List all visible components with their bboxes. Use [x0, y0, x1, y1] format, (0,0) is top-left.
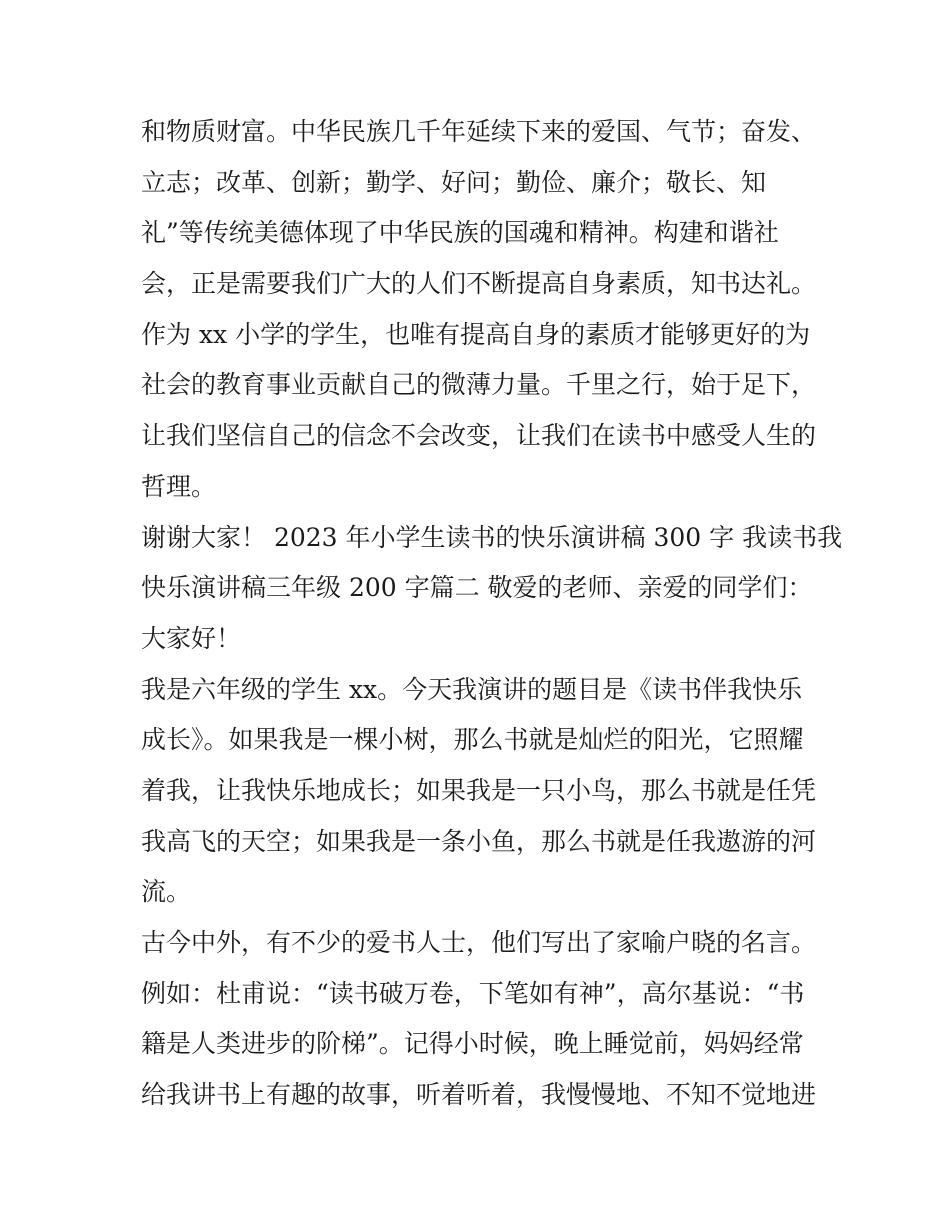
- text-line: 给我讲书上有趣的故事，听着听着，我慢慢地、不知不觉地进: [141, 1080, 817, 1110]
- text-line: 流。: [141, 877, 192, 907]
- text-line: 我高飞的天空；如果我是一条小鱼，那么书就是任我遨游的河: [141, 826, 817, 856]
- text-line: 会，正是需要我们广大的人们不断提高自身素质，知书达礼。: [141, 269, 817, 299]
- text-line: 古今中外，有不少的爱书人士，他们写出了家喻户晓的名言。: [141, 928, 817, 957]
- text-line: 着我，让我快乐地成长；如果我是一只小鸟，那么书就是任凭: [141, 775, 817, 805]
- text-line: 成长》。如果我是一棵小树，那么书就是灿烂的阳光，它照耀: [141, 725, 804, 755]
- text-line: 作为 xx 小学的学生，也唯有提高自身的素质才能够更好的为: [141, 319, 811, 349]
- text-line: 和物质财富。中华民族几千年延续下来的爱国、气节；奋发、: [141, 117, 817, 146]
- text-line: 大家好！: [141, 623, 242, 653]
- text-line: 我是六年级的学生 xx。今天我演讲的题目是《读书伴我快乐: [141, 674, 803, 704]
- text-line: 谢谢大家！ 2023 年小学生读书的快乐演讲稿 300 字 我读书我: [141, 522, 843, 552]
- text-line: 哲理。: [141, 471, 217, 501]
- text-line: 立志；改革、创新；勤学、好问；勤俭、廉介；敬长、知: [141, 167, 767, 197]
- text-line: 例如：杜甫说：“读书破万卷，下笔如有神”，高尔基说：“书: [141, 978, 805, 1008]
- text-line: 籍是人类进步的阶梯”。记得小时候，晚上睡觉前，妈妈经常: [141, 1029, 804, 1059]
- body-text: [141, 107, 843, 1121]
- text-line: 快乐演讲稿三年级 200 字篇二 敬爱的老师、亲爱的同学们：: [141, 573, 813, 603]
- text-line: 让我们坚信自己的信念不会改变，让我们在读书中感受人生的: [141, 421, 817, 451]
- text-line: 礼”等传统美德体现了中华民族的国魂和精神。构建和谐社: [141, 218, 779, 248]
- text-line: 社会的教育事业贡献自己的微薄力量。千里之行，始于足下，: [141, 370, 817, 400]
